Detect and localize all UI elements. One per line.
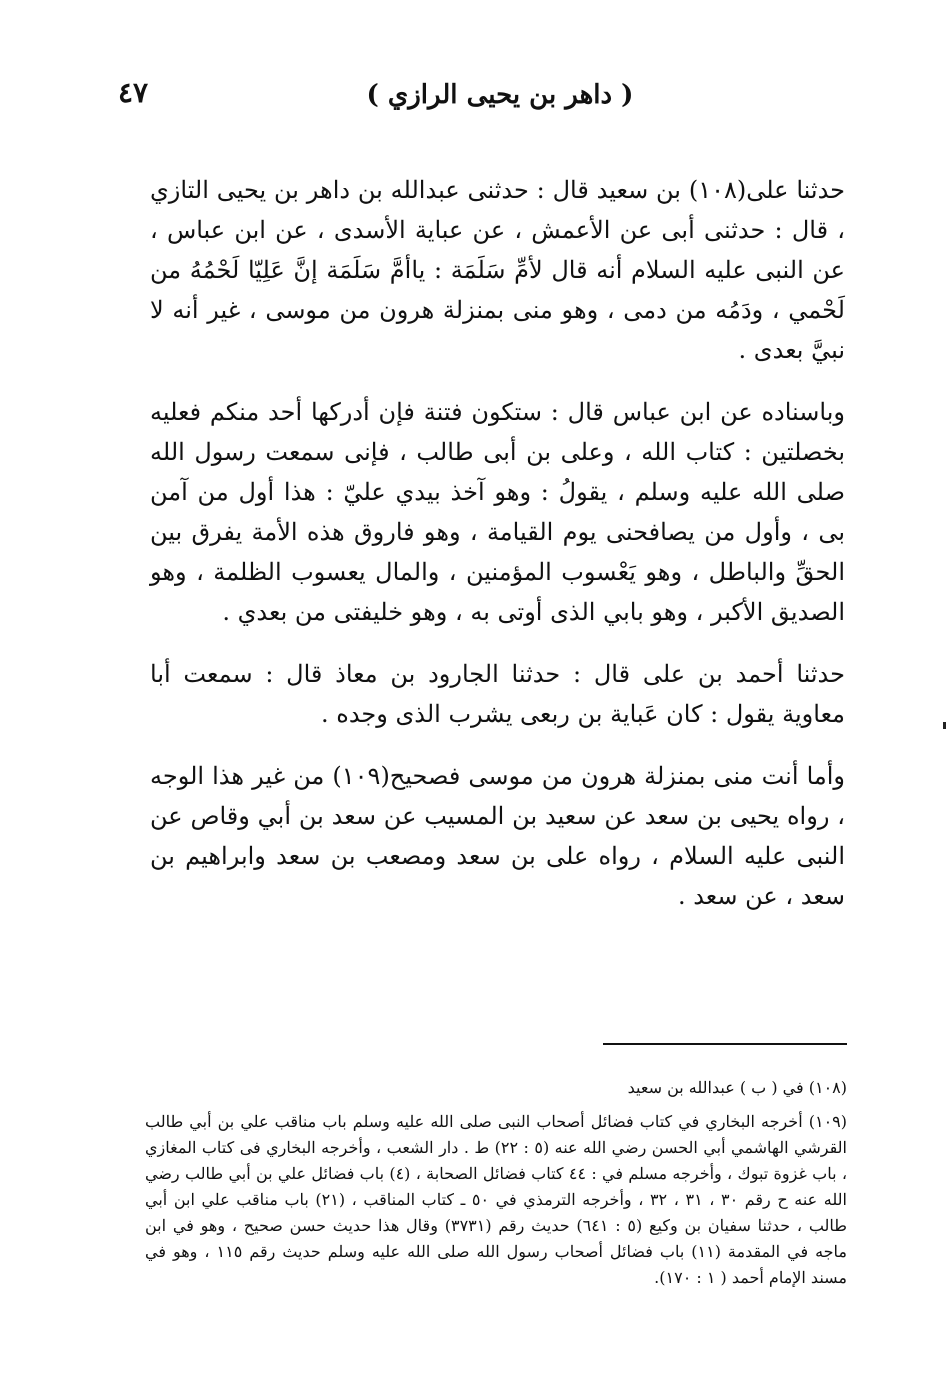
footnote-divider	[603, 1043, 847, 1045]
paragraph: وأما أنت منى بمنزلة هرون من موسى فصحيح(١٠٩) من غير هذا الوجه ، رواه يحيى بن سعد عن سعيد بن المسيب عن سعد بن أبي وقاص عن النبى عليه السلام ، رواه على بن سعد ومصعب بن سعد وابراهيم بن سعد ، عن سعد .	[150, 762, 845, 910]
footnotes	[145, 1075, 847, 1299]
scan-speck	[943, 722, 946, 729]
footnote: (١٠٩) أخرجه البخاري في كتاب فضائل أصحاب النبى صلى الله عليه وسلم باب مناقب علي بن أبي طالب القرشي الهاشمي أبي الحسن رضي الله عنه (٥ : ٢٢) ط . دار الشعب ، وأخرجه البخاري فى كتاب المغازي ، باب غزوة تبوك ، وأخرجه مسلم في : ٤٤ كتاب فضائل الصحابة ، (٤) باب فضائل علي بن أبي طالب رضي الله عنه ح رقم ٣٠ ، ٣١ ، ٣٢ ، وأخرجه الترمذي في ٥٠ ـ كتاب المناقب ، (٢١) باب مناقب علي ابن أبي طالب ، حدثنا سفيان بن وكيع (٥ : ٦٤١) حديث رقم (٣٧٣١) وقال هذا حديث حسن صحيح ، وهو في ابن ماجه في المقدمة (١١) باب فضائل أصحاب رسول الله صلى الله عليه وسلم حديث رقم ١١٥ ، وهو في مسند الإمام أحمد ( ١ : ١٧٠).	[145, 1112, 848, 1287]
footnote: (١٠٨) في ( ب ) عبدالله بن سعيد	[627, 1078, 847, 1097]
running-header: ( داهر بن يحيى الرازي )	[366, 80, 634, 110]
paragraph: وباسناده عن ابن عباس قال : ستكون فتنة فإن أدركها أحد منكم فعليه بخصلتين : كتاب الله ، وعلى بن أبى طالب ، فإنى سمعت رسول الله صلى الله عليه وسلم ، يقولُ : وهو آخذ بيدي عليّ : هذا أول من آمن بى ، وأول من يصافحنى يوم القيامة ، وهو فاروق هذه الأمة يفرق بين الحقِّ والباطل ، وهو يَعْسوب المؤمنين ، والمال يعسوب الظلمة ، وهو الصديق الأكبر ، وهو بابي الذى أوتى به ، وهو خليفتى من بعدي .	[150, 398, 845, 626]
page-number: ٤٧	[118, 76, 149, 109]
main-text	[150, 170, 845, 938]
paragraph: حدثنا أحمد بن على قال : حدثنا الجارود بن معاذ قال : سمعت أبا معاوية يقول : كان عَباية بن ربعى يشرب الذى وجده .	[150, 660, 845, 728]
paragraph: حدثنا على(١٠٨) بن سعيد قال : حدثنى عبدالله بن داهر بن يحيى التازي ، قال : حدثنى أبى عن الأعمش ، عن عباية الأسدى ، عن ابن عباس ، عن النبى عليه السلام أنه قال لأمِّ سَلَمَة : ياأمَّ سَلَمَة إنَّ عَلِيّا لَحْمُهُ من لَحْمي ، ودَمُه من دمى ، وهو منى بمنزلة هرون من موسى ، غير أنه لا نبيَّ بعدى .	[150, 176, 845, 364]
